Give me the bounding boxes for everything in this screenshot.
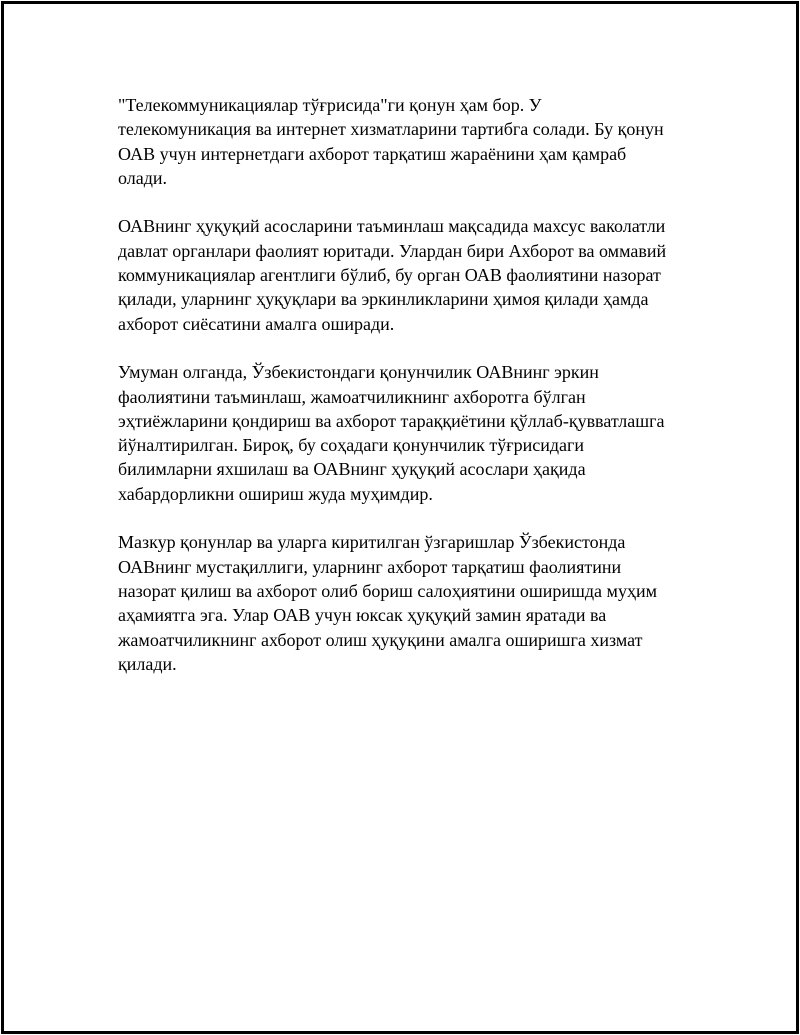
paragraph-line: аҳамиятга эга. Улар ОАВ учун юксак ҳуқуқий замин яратади ва (118, 605, 607, 626)
paragraph-line: билимларни яхшилаш ва ОАВнинг ҳуқуқий асослари ҳақида (118, 459, 586, 480)
document-body (118, 93, 718, 700)
paragraph-line: хабардорликни ошириш жуда муҳимдир. (118, 483, 433, 504)
paragraph-line: ахборот сиёсатини амалга оширади. (118, 313, 395, 334)
paragraph-line: жамоатчиликнинг ахборот олиш ҳуқуқини амалга оширишга хизмат (118, 629, 643, 650)
paragraph-line: ОАВнинг ҳуқуқий асосларини таъминлаш мақсадида махсус ваколатли (118, 216, 666, 237)
paragraph-line: телекомуникация ва интернет хизматларини тартибга солади. Бу қонун (118, 119, 664, 140)
paragraph-line: коммуникациялар агентлиги бўлиб, бу орган ОАВ фаолиятини назорат (118, 265, 661, 286)
paragraph-line: эҳтиёжларини қондириш ва ахборот тараққиётини қўллаб-қувватлашга (118, 410, 665, 431)
paragraph-1 (118, 93, 718, 190)
paragraph-3 (118, 360, 718, 506)
paragraph-line: олади. (118, 167, 168, 188)
paragraph-line: назорат қилиш ва ахборот олиб бориш салоҳиятини оширишда муҳим (118, 580, 657, 601)
paragraph-line: йўналтирилган. Бироқ, бу соҳадаги қонунчилик тўғрисидаги (118, 435, 585, 456)
paragraph-line: "Телекоммуникациялар тўғрисида"ги қонун ҳам бор. У (118, 95, 542, 115)
paragraph-line: қилади, уларнинг ҳуқуқлари ва эркинликларини ҳимоя қилади ҳамда (118, 289, 649, 310)
paragraph-4 (118, 530, 718, 676)
paragraph-line: фаолиятини таъминлаш, жамоатчиликнинг ахборотга бўлган (118, 386, 586, 407)
paragraph-line: ОАВнинг мустақиллиги, уларнинг ахборот тарқатиш фаолиятини (118, 556, 622, 577)
paragraph-2 (118, 214, 718, 335)
paragraph-line: ОАВ учун интернетдаги ахборот тарқатиш жараёнини ҳам қамраб (118, 143, 627, 164)
paragraph-line: Мазкур қонунлар ва уларга киритилган ўзгаришлар Ўзбекистонда (118, 532, 626, 553)
paragraph-line: қилади. (118, 653, 177, 674)
paragraph-line: Умуман олганда, Ўзбекистондаги қонунчилик ОАВнинг эркин (118, 362, 599, 383)
paragraph-line: давлат органлари фаолият юритади. Улардан бири Ахборот ва оммавий (118, 240, 667, 261)
